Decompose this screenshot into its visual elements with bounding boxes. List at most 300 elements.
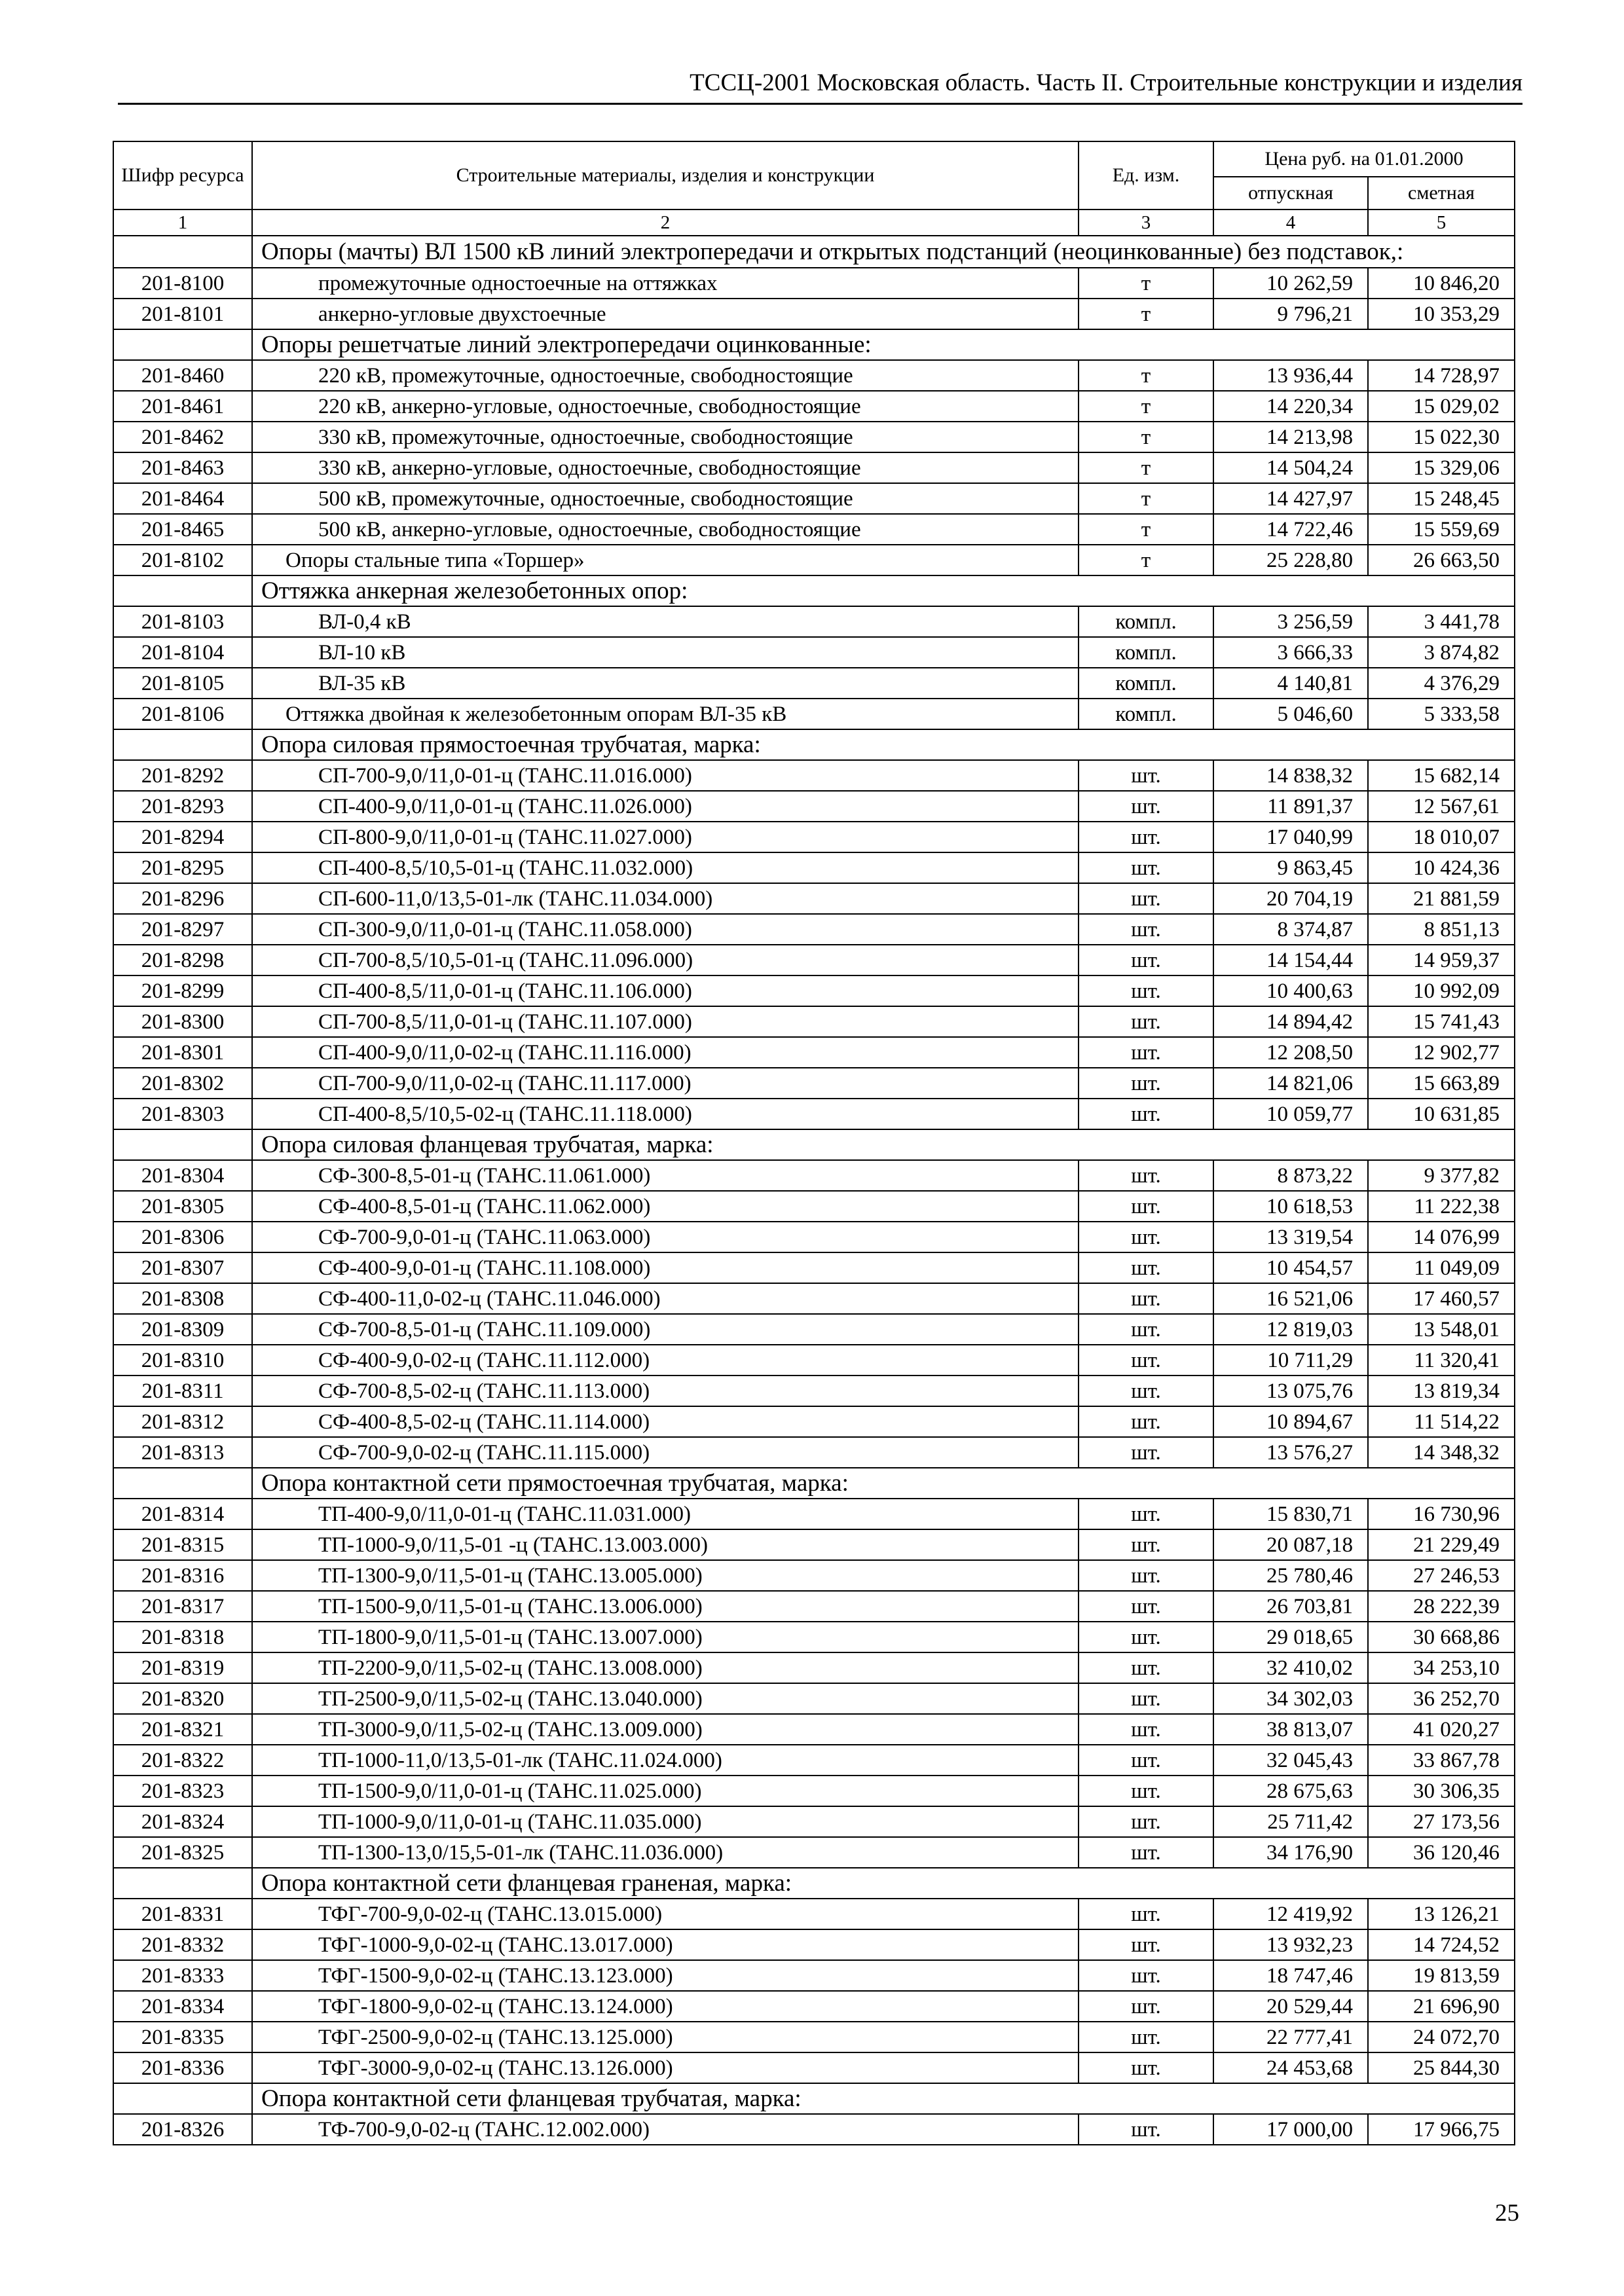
resource-code-cell: 201-8326 — [113, 2114, 252, 2145]
release-price-cell: 10 618,53 — [1213, 1191, 1368, 1222]
table-row — [113, 2052, 1515, 2083]
material-name-cell: СП-700-8,5/11,0-01-ц (ТАНС.11.107.000) — [252, 1006, 1079, 1037]
table-row — [113, 452, 1515, 483]
estimate-price-cell: 14 959,37 — [1368, 945, 1515, 975]
estimate-price-cell: 13 819,34 — [1368, 1376, 1515, 1406]
table-row — [113, 391, 1515, 422]
resource-code-cell: 201-8321 — [113, 1714, 252, 1745]
table-body — [113, 236, 1515, 2145]
material-name-cell: СП-700-8,5/10,5-01-ц (ТАНС.11.096.000) — [252, 945, 1079, 975]
material-name-cell: СФ-700-8,5-02-ц (ТАНС.11.113.000) — [252, 1376, 1079, 1406]
unit-cell: шт. — [1079, 1037, 1213, 1068]
material-name-cell: СП-700-9,0/11,0-02-ц (ТАНС.11.117.000) — [252, 1068, 1079, 1099]
table-row — [113, 1499, 1515, 1529]
table-row — [113, 514, 1515, 545]
estimate-price-cell: 26 663,50 — [1368, 545, 1515, 575]
unit-cell: шт. — [1079, 883, 1213, 914]
release-price-cell: 12 208,50 — [1213, 1037, 1368, 1068]
table-row — [113, 268, 1515, 299]
release-price-cell: 11 891,37 — [1213, 791, 1368, 822]
section-code-cell — [113, 1868, 252, 1899]
unit-cell: т — [1079, 483, 1213, 514]
estimate-price-cell: 41 020,27 — [1368, 1714, 1515, 1745]
release-price-cell: 14 220,34 — [1213, 391, 1368, 422]
release-price-cell: 14 722,46 — [1213, 514, 1368, 545]
release-price-cell: 14 154,44 — [1213, 945, 1368, 975]
estimate-price-cell: 11 514,22 — [1368, 1406, 1515, 1437]
section-row — [113, 2083, 1515, 2114]
resource-code-cell: 201-8297 — [113, 914, 252, 945]
table-row — [113, 606, 1515, 637]
material-name-cell: ВЛ-35 кВ — [252, 668, 1079, 699]
estimate-price-cell: 18 010,07 — [1368, 822, 1515, 852]
column-number: 2 — [252, 210, 1079, 236]
resource-code-cell: 201-8308 — [113, 1283, 252, 1314]
section-title: Опора контактной сети фланцевая трубчатая, марка: — [252, 2083, 1515, 2114]
release-price-cell: 10 454,57 — [1213, 1252, 1368, 1283]
unit-cell: шт. — [1079, 1499, 1213, 1529]
material-name-cell: анкерно-угловые двухстоечные — [252, 299, 1079, 329]
estimate-price-cell: 12 567,61 — [1368, 791, 1515, 822]
unit-cell: т — [1079, 391, 1213, 422]
table-row — [113, 945, 1515, 975]
table-row — [113, 637, 1515, 668]
resource-code-cell: 201-8299 — [113, 975, 252, 1006]
release-price-cell: 12 819,03 — [1213, 1314, 1368, 1345]
section-code-cell — [113, 575, 252, 606]
material-name-cell: ТП-1000-9,0/11,0-01-ц (ТАНС.11.035.000) — [252, 1806, 1079, 1837]
unit-cell: т — [1079, 452, 1213, 483]
estimate-price-cell: 11 049,09 — [1368, 1252, 1515, 1283]
material-name-cell: СП-400-9,0/11,0-01-ц (ТАНС.11.026.000) — [252, 791, 1079, 822]
section-row — [113, 1129, 1515, 1160]
resource-code-cell: 201-8333 — [113, 1960, 252, 1991]
section-title: Оттяжка анкерная железобетонных опор: — [252, 575, 1515, 606]
material-name-cell: ТФГ-1000-9,0-02-ц (ТАНС.13.017.000) — [252, 1929, 1079, 1960]
column-header-code: Шифр ресурса — [113, 141, 252, 210]
release-price-cell: 12 419,92 — [1213, 1899, 1368, 1929]
material-name-cell: ТП-1800-9,0/11,5-01-ц (ТАНС.13.007.000) — [252, 1622, 1079, 1652]
release-price-cell: 13 932,23 — [1213, 1929, 1368, 1960]
material-name-cell: СФ-300-8,5-01-ц (ТАНС.11.061.000) — [252, 1160, 1079, 1191]
estimate-price-cell: 28 222,39 — [1368, 1591, 1515, 1622]
table-row — [113, 1899, 1515, 1929]
resource-code-cell: 201-8334 — [113, 1991, 252, 2022]
section-title: Опоры решетчатые линий электропередачи оцинкованные: — [252, 329, 1515, 360]
unit-cell: шт. — [1079, 1714, 1213, 1745]
resource-code-cell: 201-8313 — [113, 1437, 252, 1468]
estimate-price-cell: 21 696,90 — [1368, 1991, 1515, 2022]
estimate-price-cell: 15 248,45 — [1368, 483, 1515, 514]
resource-code-cell: 201-8317 — [113, 1591, 252, 1622]
resource-code-cell: 201-8103 — [113, 606, 252, 637]
table-row — [113, 914, 1515, 945]
table-row — [113, 1560, 1515, 1591]
estimate-price-cell: 3 874,82 — [1368, 637, 1515, 668]
estimate-price-cell: 10 353,29 — [1368, 299, 1515, 329]
table-row — [113, 1006, 1515, 1037]
unit-cell: компл. — [1079, 637, 1213, 668]
release-price-cell: 14 427,97 — [1213, 483, 1368, 514]
table-row — [113, 1376, 1515, 1406]
table-row — [113, 1806, 1515, 1837]
document-header-title: ТССЦ-2001 Московская область. Часть II. Строительные конструкции и изделия — [690, 69, 1522, 96]
column-number: 3 — [1079, 210, 1213, 236]
unit-cell: шт. — [1079, 822, 1213, 852]
material-name-cell: СФ-700-9,0-01-ц (ТАНС.11.063.000) — [252, 1222, 1079, 1252]
release-price-cell: 14 504,24 — [1213, 452, 1368, 483]
material-name-cell: ТФ-700-9,0-02-ц (ТАНС.12.002.000) — [252, 2114, 1079, 2145]
estimate-price-cell: 11 222,38 — [1368, 1191, 1515, 1222]
table-row — [113, 1622, 1515, 1652]
column-number: 1 — [113, 210, 252, 236]
table-row — [113, 791, 1515, 822]
column-header-name: Строительные материалы, изделия и конструкции — [252, 141, 1079, 210]
table-row — [113, 1437, 1515, 1468]
material-name-cell: Оттяжка двойная к железобетонным опорам ВЛ-35 кВ — [252, 699, 1079, 729]
unit-cell: шт. — [1079, 1283, 1213, 1314]
material-name-cell: СФ-700-8,5-01-ц (ТАНС.11.109.000) — [252, 1314, 1079, 1345]
release-price-cell: 28 675,63 — [1213, 1776, 1368, 1806]
estimate-price-cell: 13 548,01 — [1368, 1314, 1515, 1345]
release-price-cell: 32 045,43 — [1213, 1745, 1368, 1776]
unit-cell: шт. — [1079, 1622, 1213, 1652]
unit-cell: шт. — [1079, 1191, 1213, 1222]
material-name-cell: СФ-700-9,0-02-ц (ТАНС.11.115.000) — [252, 1437, 1079, 1468]
resource-code-cell: 201-8309 — [113, 1314, 252, 1345]
resource-code-cell: 201-8318 — [113, 1622, 252, 1652]
table-row — [113, 1068, 1515, 1099]
resource-code-cell: 201-8105 — [113, 668, 252, 699]
table-row — [113, 1191, 1515, 1222]
resource-code-cell: 201-8462 — [113, 422, 252, 452]
material-name-cell: ТП-400-9,0/11,0-01-ц (ТАНС.11.031.000) — [252, 1499, 1079, 1529]
estimate-price-cell: 11 320,41 — [1368, 1345, 1515, 1376]
unit-cell: шт. — [1079, 1160, 1213, 1191]
unit-cell: компл. — [1079, 606, 1213, 637]
release-price-cell: 15 830,71 — [1213, 1499, 1368, 1529]
table-row — [113, 299, 1515, 329]
unit-cell: т — [1079, 514, 1213, 545]
material-name-cell: Опоры стальные типа «Торшер» — [252, 545, 1079, 575]
estimate-price-cell: 14 348,32 — [1368, 1437, 1515, 1468]
release-price-cell: 24 453,68 — [1213, 2052, 1368, 2083]
resource-code-cell: 201-8101 — [113, 299, 252, 329]
material-name-cell: ТФГ-2500-9,0-02-ц (ТАНС.13.125.000) — [252, 2022, 1079, 2052]
material-name-cell: СФ-400-8,5-02-ц (ТАНС.11.114.000) — [252, 1406, 1079, 1437]
column-header-release-price: отпускная — [1213, 177, 1368, 210]
material-name-cell: ТП-2500-9,0/11,5-02-ц (ТАНС.13.040.000) — [252, 1683, 1079, 1714]
table-row — [113, 1683, 1515, 1714]
material-name-cell: СФ-400-9,0-02-ц (ТАНС.11.112.000) — [252, 1345, 1079, 1376]
unit-cell: т — [1079, 268, 1213, 299]
estimate-price-cell: 14 076,99 — [1368, 1222, 1515, 1252]
unit-cell: шт. — [1079, 1314, 1213, 1345]
release-price-cell: 13 936,44 — [1213, 360, 1368, 391]
unit-cell: шт. — [1079, 1745, 1213, 1776]
material-name-cell: СП-600-11,0/13,5-01-лк (ТАНС.11.034.000) — [252, 883, 1079, 914]
estimate-price-cell: 15 022,30 — [1368, 422, 1515, 452]
material-name-cell: СП-400-8,5/10,5-01-ц (ТАНС.11.032.000) — [252, 852, 1079, 883]
estimate-price-cell: 15 329,06 — [1368, 452, 1515, 483]
release-price-cell: 17 040,99 — [1213, 822, 1368, 852]
release-price-cell: 14 894,42 — [1213, 1006, 1368, 1037]
table-row — [113, 1776, 1515, 1806]
resource-code-cell: 201-8301 — [113, 1037, 252, 1068]
resource-code-cell: 201-8315 — [113, 1529, 252, 1560]
resource-code-cell: 201-8460 — [113, 360, 252, 391]
table-row — [113, 668, 1515, 699]
estimate-price-cell: 15 663,89 — [1368, 1068, 1515, 1099]
unit-cell: шт. — [1079, 1406, 1213, 1437]
release-price-cell: 25 711,42 — [1213, 1806, 1368, 1837]
unit-cell: шт. — [1079, 1991, 1213, 2022]
unit-cell: шт. — [1079, 914, 1213, 945]
section-title: Опора контактной сети прямостоечная трубчатая, марка: — [252, 1468, 1515, 1499]
table-row — [113, 360, 1515, 391]
section-code-cell — [113, 729, 252, 760]
material-name-cell: СФ-400-9,0-01-ц (ТАНС.11.108.000) — [252, 1252, 1079, 1283]
section-title: Опора силовая фланцевая трубчатая, марка: — [252, 1129, 1515, 1160]
estimate-price-cell: 30 668,86 — [1368, 1622, 1515, 1652]
unit-cell: шт. — [1079, 1806, 1213, 1837]
column-header-unit: Ед. изм. — [1079, 141, 1213, 210]
unit-cell: компл. — [1079, 668, 1213, 699]
resource-code-cell: 201-8323 — [113, 1776, 252, 1806]
unit-cell: шт. — [1079, 791, 1213, 822]
resource-code-cell: 201-8325 — [113, 1837, 252, 1868]
release-price-cell: 3 256,59 — [1213, 606, 1368, 637]
material-name-cell: ТП-1000-11,0/13,5-01-лк (ТАНС.11.024.000) — [252, 1745, 1079, 1776]
column-header-price-group: Цена руб. на 01.01.2000 — [1213, 141, 1515, 177]
unit-cell: шт. — [1079, 1960, 1213, 1991]
estimate-price-cell: 12 902,77 — [1368, 1037, 1515, 1068]
release-price-cell: 10 262,59 — [1213, 268, 1368, 299]
estimate-price-cell: 17 460,57 — [1368, 1283, 1515, 1314]
release-price-cell: 13 576,27 — [1213, 1437, 1368, 1468]
table-row — [113, 760, 1515, 791]
unit-cell: т — [1079, 422, 1213, 452]
release-price-cell: 34 176,90 — [1213, 1837, 1368, 1868]
estimate-price-cell: 25 844,30 — [1368, 2052, 1515, 2083]
column-number: 4 — [1213, 210, 1368, 236]
resource-code-cell: 201-8293 — [113, 791, 252, 822]
material-name-cell: 330 кВ, промежуточные, одностоечные, свободностоящие — [252, 422, 1079, 452]
unit-cell: шт. — [1079, 1837, 1213, 1868]
unit-cell: шт. — [1079, 1683, 1213, 1714]
resource-code-cell: 201-8461 — [113, 391, 252, 422]
material-name-cell: СП-400-8,5/10,5-02-ц (ТАНС.11.118.000) — [252, 1099, 1079, 1129]
material-name-cell: ТП-1000-9,0/11,5-01 -ц (ТАНС.13.003.000) — [252, 1529, 1079, 1560]
resource-code-cell: 201-8298 — [113, 945, 252, 975]
estimate-price-cell: 34 253,10 — [1368, 1652, 1515, 1683]
release-price-cell: 20 529,44 — [1213, 1991, 1368, 2022]
resource-code-cell: 201-8305 — [113, 1191, 252, 1222]
resource-code-cell: 201-8310 — [113, 1345, 252, 1376]
unit-cell: шт. — [1079, 1345, 1213, 1376]
section-code-cell — [113, 2083, 252, 2114]
table-row — [113, 1529, 1515, 1560]
section-row — [113, 1468, 1515, 1499]
release-price-cell: 22 777,41 — [1213, 2022, 1368, 2052]
resource-code-cell: 201-8102 — [113, 545, 252, 575]
resource-code-cell: 201-8335 — [113, 2022, 252, 2052]
release-price-cell: 10 059,77 — [1213, 1099, 1368, 1129]
release-price-cell: 20 087,18 — [1213, 1529, 1368, 1560]
estimate-price-cell: 4 376,29 — [1368, 668, 1515, 699]
unit-cell: т — [1079, 360, 1213, 391]
resource-code-cell: 201-8320 — [113, 1683, 252, 1714]
estimate-price-cell: 30 306,35 — [1368, 1776, 1515, 1806]
release-price-cell: 29 018,65 — [1213, 1622, 1368, 1652]
resource-code-cell: 201-8294 — [113, 822, 252, 852]
resource-code-cell: 201-8322 — [113, 1745, 252, 1776]
estimate-price-cell: 14 724,52 — [1368, 1929, 1515, 1960]
estimate-price-cell: 14 728,97 — [1368, 360, 1515, 391]
table-row — [113, 1252, 1515, 1283]
table-row — [113, 1283, 1515, 1314]
release-price-cell: 13 075,76 — [1213, 1376, 1368, 1406]
material-name-cell: ТП-2200-9,0/11,5-02-ц (ТАНС.13.008.000) — [252, 1652, 1079, 1683]
material-name-cell: СФ-400-8,5-01-ц (ТАНС.11.062.000) — [252, 1191, 1079, 1222]
section-title: Опоры (мачты) ВЛ 1500 кВ линий электропередачи и открытых подстанций (неоцинкованные) без подставок,: — [252, 236, 1515, 268]
unit-cell: шт. — [1079, 760, 1213, 791]
unit-cell: шт. — [1079, 1437, 1213, 1468]
material-name-cell: ТФГ-700-9,0-02-ц (ТАНС.13.015.000) — [252, 1899, 1079, 1929]
resource-code-cell: 201-8316 — [113, 1560, 252, 1591]
material-name-cell: 220 кВ, промежуточные, одностоечные, свободностоящие — [252, 360, 1079, 391]
table-row — [113, 1406, 1515, 1437]
resource-code-cell: 201-8300 — [113, 1006, 252, 1037]
estimate-price-cell: 33 867,78 — [1368, 1745, 1515, 1776]
table-row — [113, 975, 1515, 1006]
estimate-price-cell: 19 813,59 — [1368, 1960, 1515, 1991]
material-name-cell: ТФГ-3000-9,0-02-ц (ТАНС.13.126.000) — [252, 2052, 1079, 2083]
material-name-cell: промежуточные одностоечные на оттяжках — [252, 268, 1079, 299]
unit-cell: шт. — [1079, 975, 1213, 1006]
material-name-cell: СП-300-9,0/11,0-01-ц (ТАНС.11.058.000) — [252, 914, 1079, 945]
unit-cell: шт. — [1079, 1068, 1213, 1099]
unit-cell: шт. — [1079, 1591, 1213, 1622]
estimate-price-cell: 9 377,82 — [1368, 1160, 1515, 1191]
estimate-price-cell: 36 120,46 — [1368, 1837, 1515, 1868]
release-price-cell: 25 228,80 — [1213, 545, 1368, 575]
table-row — [113, 1960, 1515, 1991]
table-row — [113, 1929, 1515, 1960]
resource-code-cell: 201-8303 — [113, 1099, 252, 1129]
section-row — [113, 1868, 1515, 1899]
estimate-price-cell: 15 029,02 — [1368, 391, 1515, 422]
material-name-cell: ТП-1300-9,0/11,5-01-ц (ТАНС.13.005.000) — [252, 1560, 1079, 1591]
estimate-price-cell: 15 682,14 — [1368, 760, 1515, 791]
release-price-cell: 34 302,03 — [1213, 1683, 1368, 1714]
table-row — [113, 1991, 1515, 2022]
resource-code-cell: 201-8306 — [113, 1222, 252, 1252]
material-name-cell: ТП-1500-9,0/11,0-01-ц (ТАНС.11.025.000) — [252, 1776, 1079, 1806]
unit-cell: шт. — [1079, 1560, 1213, 1591]
estimate-price-cell: 8 851,13 — [1368, 914, 1515, 945]
release-price-cell: 20 704,19 — [1213, 883, 1368, 914]
header-rule — [118, 103, 1522, 105]
section-row — [113, 575, 1515, 606]
table-row — [113, 822, 1515, 852]
unit-cell: т — [1079, 299, 1213, 329]
estimate-price-cell: 10 424,36 — [1368, 852, 1515, 883]
table-row — [113, 1345, 1515, 1376]
estimate-price-cell: 15 741,43 — [1368, 1006, 1515, 1037]
release-price-cell: 38 813,07 — [1213, 1714, 1368, 1745]
section-title: Опора контактной сети фланцевая граненая, марка: — [252, 1868, 1515, 1899]
table-row — [113, 1745, 1515, 1776]
table-row — [113, 1837, 1515, 1868]
resource-code-cell: 201-8314 — [113, 1499, 252, 1529]
release-price-cell: 26 703,81 — [1213, 1591, 1368, 1622]
material-name-cell: СП-700-9,0/11,0-01-ц (ТАНС.11.016.000) — [252, 760, 1079, 791]
material-name-cell: ТП-1500-9,0/11,5-01-ц (ТАНС.13.006.000) — [252, 1591, 1079, 1622]
unit-cell: шт. — [1079, 2114, 1213, 2145]
unit-cell: шт. — [1079, 1652, 1213, 1683]
estimate-price-cell: 5 333,58 — [1368, 699, 1515, 729]
resource-code-cell: 201-8100 — [113, 268, 252, 299]
table-row — [113, 1714, 1515, 1745]
table-row — [113, 699, 1515, 729]
estimate-price-cell: 17 966,75 — [1368, 2114, 1515, 2145]
release-price-cell: 17 000,00 — [1213, 2114, 1368, 2145]
resource-code-cell: 201-8302 — [113, 1068, 252, 1099]
release-price-cell: 25 780,46 — [1213, 1560, 1368, 1591]
release-price-cell: 14 821,06 — [1213, 1068, 1368, 1099]
release-price-cell: 14 213,98 — [1213, 422, 1368, 452]
material-name-cell: ТФГ-1500-9,0-02-ц (ТАНС.13.123.000) — [252, 1960, 1079, 1991]
table-row — [113, 1652, 1515, 1683]
section-code-cell — [113, 1468, 252, 1499]
unit-cell: шт. — [1079, 1376, 1213, 1406]
resource-code-cell: 201-8465 — [113, 514, 252, 545]
column-header-estimate-price: сметная — [1368, 177, 1515, 210]
page-number: 25 — [1495, 2200, 1519, 2227]
resource-code-cell: 201-8106 — [113, 699, 252, 729]
unit-cell: т — [1079, 545, 1213, 575]
estimate-price-cell: 10 631,85 — [1368, 1099, 1515, 1129]
resource-code-cell: 201-8464 — [113, 483, 252, 514]
estimate-price-cell: 13 126,21 — [1368, 1899, 1515, 1929]
section-code-cell — [113, 329, 252, 360]
release-price-cell: 5 046,60 — [1213, 699, 1368, 729]
unit-cell: шт. — [1079, 1252, 1213, 1283]
unit-cell: шт. — [1079, 2052, 1213, 2083]
unit-cell: шт. — [1079, 1099, 1213, 1129]
estimate-price-cell: 10 846,20 — [1368, 268, 1515, 299]
estimate-price-cell: 16 730,96 — [1368, 1499, 1515, 1529]
material-name-cell: ТФГ-1800-9,0-02-ц (ТАНС.13.124.000) — [252, 1991, 1079, 2022]
section-code-cell — [113, 236, 252, 268]
column-number: 5 — [1368, 210, 1515, 236]
resource-code-cell: 201-8331 — [113, 1899, 252, 1929]
section-title: Опора силовая прямостоечная трубчатая, марка: — [252, 729, 1515, 760]
resource-code-cell: 201-8319 — [113, 1652, 252, 1683]
material-name-cell: ВЛ-10 кВ — [252, 637, 1079, 668]
material-name-cell: ВЛ-0,4 кВ — [252, 606, 1079, 637]
table-row — [113, 1591, 1515, 1622]
resource-code-cell: 201-8304 — [113, 1160, 252, 1191]
table-row — [113, 2022, 1515, 2052]
estimate-price-cell: 21 229,49 — [1368, 1529, 1515, 1560]
release-price-cell: 13 319,54 — [1213, 1222, 1368, 1252]
resource-code-cell: 201-8311 — [113, 1376, 252, 1406]
resource-code-cell: 201-8295 — [113, 852, 252, 883]
material-name-cell: 220 кВ, анкерно-угловые, одностоечные, свободностоящие — [252, 391, 1079, 422]
table-row — [113, 852, 1515, 883]
